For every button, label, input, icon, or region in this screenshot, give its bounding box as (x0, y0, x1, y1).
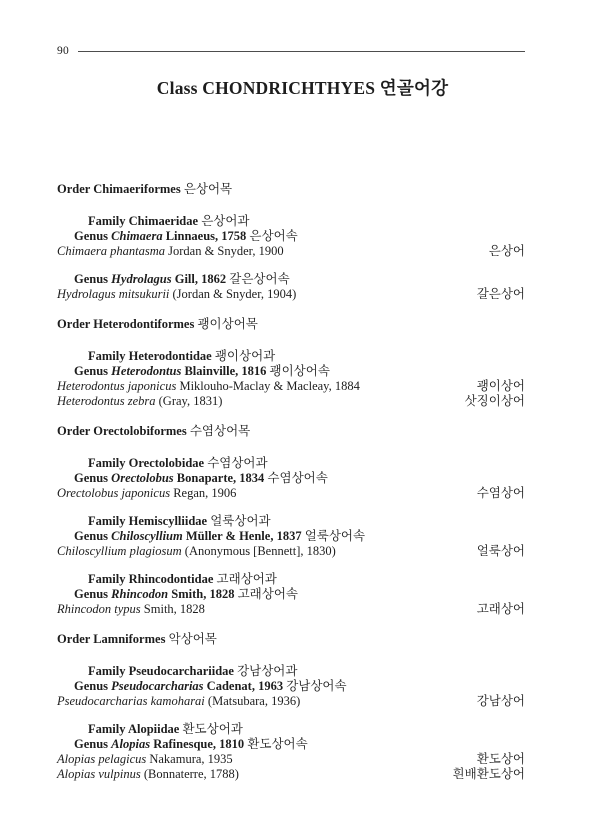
family-group (57, 514, 525, 559)
rank-label: Genus (74, 737, 109, 751)
family-heading (57, 664, 525, 679)
family-group (57, 722, 525, 782)
family-name: Heterodontidae (128, 349, 212, 363)
family-name: Chimaeridae (128, 214, 199, 228)
order-heading (57, 182, 525, 197)
species-author: (Anonymous [Bennett], 1830) (184, 544, 336, 558)
species-korean-name: 고래상어 (476, 602, 525, 616)
genus-name: Alopias (111, 737, 151, 751)
species-korean-name: 얼룩상어 (476, 544, 525, 558)
species-scientific-name (57, 602, 205, 617)
species-korean-name: 괭이상어 (476, 379, 525, 393)
species-scientific-name (57, 486, 236, 501)
order-section (57, 424, 525, 617)
order-korean-name: 수염상어목 (189, 424, 251, 438)
rank-label: Genus (74, 529, 109, 543)
family-korean-name: 수염상어과 (207, 456, 268, 470)
rank-label: Family (88, 514, 126, 528)
species-korean-name: 환도상어 (476, 752, 525, 766)
rank-label: Genus (74, 364, 109, 378)
rank-label: Family (88, 214, 126, 228)
family-korean-name: 환도상어과 (182, 722, 243, 736)
species-scientific-name (57, 244, 284, 259)
species-row (57, 379, 525, 394)
genus-author: Blainville, 1816 (184, 364, 267, 378)
species-author: (Jordan & Snyder, 1904) (172, 287, 297, 301)
rank-label: Family (88, 572, 126, 586)
rank-label: Order (57, 632, 91, 646)
species-binomial: Chiloscyllium plagiosum (57, 544, 182, 558)
species-korean-name: 수염상어 (476, 486, 525, 500)
species-author: Miklouho-Maclay & Macleay, 1884 (179, 379, 360, 393)
genus-heading (57, 679, 525, 694)
species-binomial: Alopias vulpinus (57, 767, 141, 781)
genus-heading (57, 229, 525, 244)
species-author: Jordan & Snyder, 1900 (168, 244, 284, 258)
family-group (57, 572, 525, 617)
rank-label: Family (88, 664, 126, 678)
genus-korean-name: 환도상어속 (247, 737, 308, 751)
genus-name: Chiloscyllium (111, 529, 183, 543)
genus-name: Pseudocarcharias (111, 679, 204, 693)
rank-label: Genus (74, 587, 109, 601)
family-korean-name: 얼룩상어과 (210, 514, 271, 528)
genus-name: Hydrolagus (111, 272, 172, 286)
genus-group (57, 272, 525, 302)
genus-korean-name: 수염상어속 (267, 471, 328, 485)
rank-label: Genus (74, 229, 109, 243)
rank-label: Family (88, 349, 126, 363)
genus-author: Cadenat, 1963 (206, 679, 284, 693)
species-row (57, 602, 525, 617)
order-korean-name: 은상어목 (183, 182, 233, 196)
species-author: Smith, 1828 (143, 602, 205, 616)
genus-heading (57, 272, 525, 287)
species-scientific-name (57, 694, 300, 709)
page-number: 90 (57, 45, 70, 57)
family-group (57, 664, 525, 709)
genus-name: Heterodontus (111, 364, 182, 378)
genus-author: Gill, 1862 (174, 272, 227, 286)
species-author: Regan, 1906 (173, 486, 237, 500)
family-heading (57, 722, 525, 737)
species-row (57, 544, 525, 559)
genus-heading (57, 737, 525, 752)
genus-author: Rafinesque, 1810 (153, 737, 245, 751)
family-group (57, 349, 525, 409)
family-name: Rhincodontidae (128, 572, 214, 586)
order-name: Orectolobiformes (93, 424, 187, 438)
species-author: (Matsubara, 1936) (207, 694, 301, 708)
rank-label: Order (57, 424, 91, 438)
family-group (57, 456, 525, 501)
species-binomial: Chimaera phantasma (57, 244, 165, 258)
species-korean-name: 갈은상어 (476, 287, 525, 301)
species-scientific-name (57, 379, 360, 394)
taxonomic-checklist (57, 182, 525, 782)
species-binomial: Alopias pelagicus (57, 752, 147, 766)
species-row (57, 287, 525, 302)
rank-label: Genus (74, 679, 109, 693)
genus-korean-name: 얼룩상어속 (304, 529, 366, 543)
genus-author: Smith, 1828 (171, 587, 235, 601)
genus-author: Müller & Henle, 1837 (185, 529, 302, 543)
family-korean-name: 은상어과 (201, 214, 250, 228)
genus-korean-name: 괭이상어속 (269, 364, 330, 378)
order-heading (57, 317, 525, 332)
rank-label: Order (57, 317, 91, 331)
species-scientific-name (57, 544, 336, 559)
rank-label: Genus (74, 471, 109, 485)
family-korean-name: 괭이상어과 (214, 349, 276, 363)
rank-label: Family (88, 722, 126, 736)
species-binomial: Orectolobus japonicus (57, 486, 171, 500)
species-binomial: Hydrolagus mitsukurii (57, 287, 170, 301)
order-section (57, 632, 525, 782)
family-heading (57, 456, 525, 471)
genus-name: Rhincodon (111, 587, 169, 601)
header-rule (78, 51, 525, 52)
order-section (57, 317, 525, 409)
species-author: (Gray, 1831) (158, 394, 223, 408)
species-row (57, 244, 525, 259)
order-name: Chimaeriformes (93, 182, 181, 196)
species-korean-name: 삿징이상어 (464, 394, 525, 408)
rank-label: Family (88, 456, 126, 470)
species-binomial: Pseudocarcharias kamoharai (57, 694, 205, 708)
order-heading (57, 424, 525, 439)
species-scientific-name (57, 287, 296, 302)
order-name: Heterodontiformes (93, 317, 195, 331)
rank-label: Genus (74, 272, 109, 286)
species-binomial: Heterodontus japonicus (57, 379, 177, 393)
order-korean-name: 악상어목 (168, 632, 217, 646)
species-korean-name: 은상어 (488, 244, 525, 258)
genus-heading (57, 529, 525, 544)
family-heading (57, 514, 525, 529)
order-name: Lamniformes (93, 632, 166, 646)
family-name: Alopiidae (127, 722, 180, 736)
rank-label: Order (57, 182, 91, 196)
family-name: Pseudocarchariidae (128, 664, 234, 678)
genus-heading (57, 471, 525, 486)
species-scientific-name (57, 394, 222, 409)
order-korean-name: 괭이상어목 (197, 317, 258, 331)
species-row (57, 394, 525, 409)
genus-author: Bonaparte, 1834 (176, 471, 265, 485)
genus-korean-name: 은상어속 (249, 229, 298, 243)
species-row (57, 767, 525, 782)
genus-name: Chimaera (111, 229, 163, 243)
species-author: (Bonnaterre, 1788) (143, 767, 239, 781)
page-title: Class CHONDRICHTHYES 연골어강 (156, 78, 449, 98)
family-name: Orectolobidae (128, 456, 205, 470)
genus-name: Orectolobus (111, 471, 174, 485)
genus-korean-name: 갈은상어속 (229, 272, 290, 286)
family-name: Hemiscylliidae (128, 514, 208, 528)
genus-korean-name: 고래상어속 (237, 587, 298, 601)
genus-korean-name: 강남상어속 (286, 679, 347, 693)
species-row (57, 694, 525, 709)
species-scientific-name (57, 767, 239, 782)
family-korean-name: 고래상어과 (216, 572, 277, 586)
species-row (57, 486, 525, 501)
family-heading (57, 572, 525, 587)
species-binomial: Heterodontus zebra (57, 394, 156, 408)
species-binomial: Rhincodon typus (57, 602, 141, 616)
family-group (57, 214, 525, 259)
species-korean-name: 흰배환도상어 (452, 767, 525, 781)
family-heading (57, 214, 525, 229)
order-heading (57, 632, 525, 647)
running-head (57, 44, 525, 58)
order-section (57, 182, 525, 302)
family-korean-name: 강남상어과 (237, 664, 298, 678)
species-korean-name: 강남상어 (476, 694, 525, 708)
species-author: Nakamura, 1935 (149, 752, 233, 766)
family-heading (57, 349, 525, 364)
genus-heading (57, 364, 525, 379)
species-row (57, 752, 525, 767)
genus-heading (57, 587, 525, 602)
genus-author: Linnaeus, 1758 (165, 229, 247, 243)
species-scientific-name (57, 752, 233, 767)
